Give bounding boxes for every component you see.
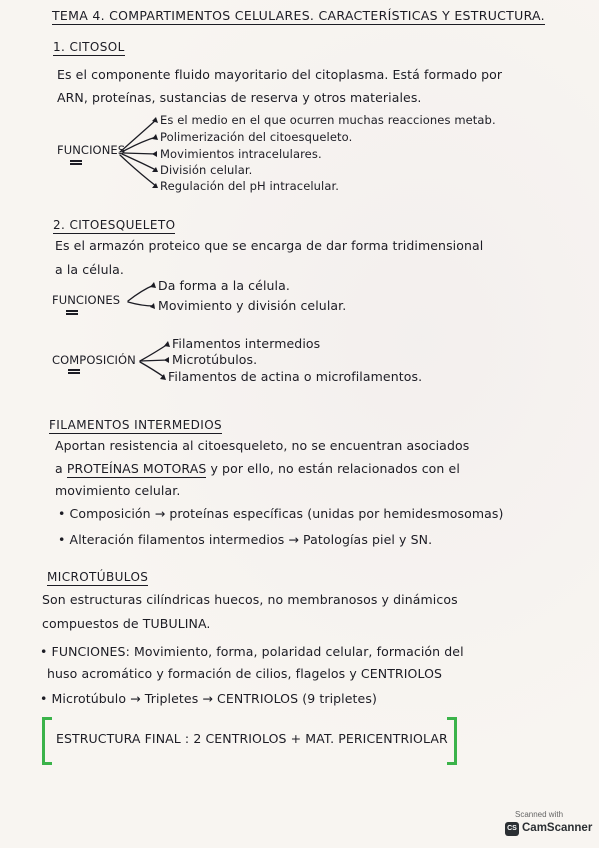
camscanner-badge	[503, 810, 593, 840]
filamentos-desc-text: y por ello, no están relacionados con el	[206, 461, 460, 476]
filamentos-desc-text: a	[55, 461, 67, 476]
page-title: TEMA 4. COMPARTIMENTOS CELULARES. CARACTERÍSTICAS Y ESTRUCTURA.	[52, 8, 545, 23]
citosol-funcion-item: División celular.	[160, 163, 253, 177]
microtubulos-bullet: • FUNCIONES: Movimiento, forma, polaridad celular, formación del	[40, 644, 464, 659]
camscanner-name: CamScanner	[522, 822, 593, 834]
filamentos-desc-line-1: Aportan resistencia al citoesqueleto, no se encuentran asociados	[55, 438, 470, 453]
citoesqueleto-funciones-label: FUNCIONES	[52, 293, 121, 307]
citoesqueleto-desc-line-1: Es el armazón proteico que se encarga de dar forma tridimensional	[55, 238, 484, 253]
citosol-funcion-item: Regulación del pH intracelular.	[160, 179, 340, 193]
microtubulos-heading: MICROTÚBULOS	[47, 570, 149, 584]
citosol-funciones-label: FUNCIONES	[57, 143, 126, 157]
filamentos-bullet: • Alteración filamentos intermedios → Patologías piel y SN.	[58, 532, 433, 547]
citosol-funcion-item: Es el medio en el que ocurren muchas reacciones metab.	[160, 113, 496, 127]
camscanner-logo-icon: CS	[505, 822, 519, 836]
microtubulos-desc-line-1: Son estructuras cilíndricas huecos, no membranosos y dinámicos	[42, 592, 458, 607]
composicion-item: Microtúbulos.	[172, 352, 258, 367]
filamentos-bullet-text: Alteración filamentos intermedios → Patologías piel y SN.	[69, 532, 433, 547]
filamentos-desc-line-3: movimiento celular.	[55, 483, 181, 498]
citosol-desc-line-2: ARN, proteínas, sustancias de reserva y otros materiales.	[57, 90, 422, 105]
filamentos-bullet: • Composición → proteínas específicas (unidas por hemidesmosomas)	[58, 506, 504, 521]
proteinas-motoras-term: PROTEÍNAS MOTORAS	[66, 461, 207, 476]
scanned-with-text: Scanned with	[515, 810, 564, 819]
composicion-item: Filamentos intermedios	[172, 336, 321, 351]
citosol-desc-line-1: Es el componente fluido mayoritario del citoplasma. Está formado por	[57, 67, 503, 82]
microtubulos-bullet-continuation: huso acromático y formación de cilios, flagelos y CENTRIOLOS	[47, 666, 443, 681]
microtubulos-bullet-text: FUNCIONES: Movimiento, forma, polaridad celular, formación del	[51, 644, 464, 659]
microtubulos-desc-line-2: compuestos de TUBULINA.	[42, 616, 211, 631]
citoesqueleto-desc-line-2: a la célula.	[55, 262, 125, 277]
filamentos-heading: FILAMENTOS INTERMEDIOS	[49, 418, 223, 432]
citosol-funcion-item: Movimientos intracelulares.	[160, 147, 322, 161]
citosol-funcion-item: Polimerización del citoesqueleto.	[160, 130, 353, 144]
citoesqueleto-funcion-item: Da forma a la célula.	[158, 278, 290, 293]
microtubulos-bullet-text: Microtúbulo → Tripletes → CENTRIOLOS (9 tripletes)	[51, 691, 377, 706]
microtubulos-bullet: • Microtúbulo → Tripletes → CENTRIOLOS (9 tripletes)	[40, 691, 377, 706]
estructura-final: ESTRUCTURA FINAL : 2 CENTRIOLOS + MAT. PERICENTRIOLAR	[56, 731, 448, 746]
composicion-item: Filamentos de actina o microfilamentos.	[168, 369, 423, 384]
filamentos-bullet-text: Composición → proteínas específicas (unidas por hemidesmosomas)	[69, 506, 504, 521]
citosol-heading: 1. CITOSOL	[53, 40, 125, 54]
citoesqueleto-funcion-item: Movimiento y división celular.	[158, 298, 347, 313]
citoesqueleto-heading: 2. CITOESQUELETO	[53, 218, 176, 232]
citoesqueleto-composicion-label: COMPOSICIÓN	[52, 353, 136, 367]
